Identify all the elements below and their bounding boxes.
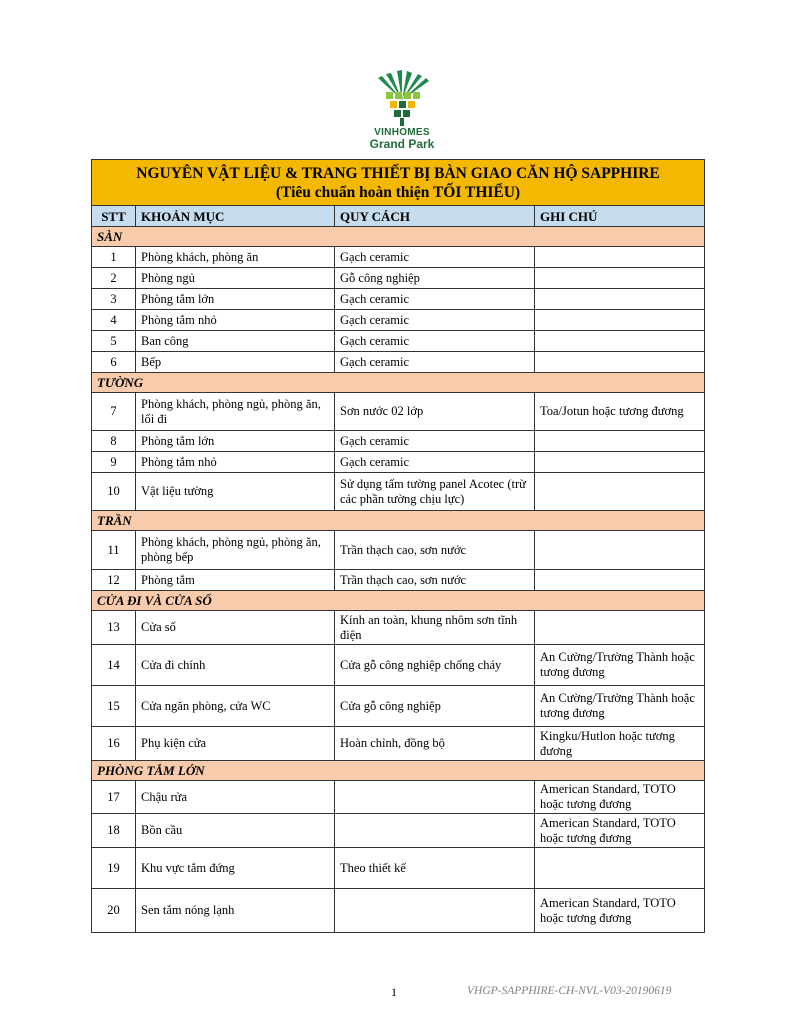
cell-note: Kingku/Hutlon hoặc tương đương [535,727,705,761]
cell-stt: 11 [92,531,136,570]
table-row [92,531,705,570]
cell-spec: Cửa gỗ công nghiệp chống cháy [335,645,535,686]
table-row [92,393,705,431]
cell-item: Cửa ngăn phòng, cửa WC [136,686,335,727]
cell-note [535,247,705,268]
cell-stt: 18 [92,814,136,848]
cell-note [535,531,705,570]
section-title: CỬA ĐI VÀ CỬA SỔ [92,591,705,611]
cell-item: Vật liệu tường [136,473,335,511]
cell-item: Khu vực tắm đứng [136,848,335,889]
cell-spec: Gạch ceramic [335,452,535,473]
cell-note: American Standard, TOTO hoặc tương đương [535,889,705,933]
header-spec: QUY CÁCH [335,206,535,227]
cell-stt: 12 [92,570,136,591]
cell-note [535,289,705,310]
cell-note [535,352,705,373]
table-row [92,781,705,814]
table-row [92,686,705,727]
table-row [92,352,705,373]
cell-stt: 10 [92,473,136,511]
cell-item: Phòng khách, phòng ăn [136,247,335,268]
cell-note [535,268,705,289]
table-row [92,889,705,933]
title-main: NGUYÊN VẬT LIỆU & TRANG THIẾT BỊ BÀN GIAO CĂN HỘ SAPPHIRE [136,165,660,182]
cell-stt: 13 [92,611,136,645]
cell-stt: 20 [92,889,136,933]
cell-item: Phòng tắm lớn [136,289,335,310]
table-row [92,452,705,473]
table-row [92,247,705,268]
table-header-row [92,206,705,227]
cell-note [535,431,705,452]
cell-stt: 6 [92,352,136,373]
cell-spec: Trần thạch cao, sơn nước [335,570,535,591]
cell-spec: Kính an toàn, khung nhôm sơn tĩnh điện [335,611,535,645]
cell-stt: 8 [92,431,136,452]
cell-spec: Cửa gỗ công nghiệp [335,686,535,727]
cell-note: An Cường/Trường Thành hoặc tương đương [535,645,705,686]
cell-spec: Hoàn chỉnh, đồng bộ [335,727,535,761]
cell-note [535,570,705,591]
table-row [92,310,705,331]
table-row [92,727,705,761]
cell-spec: Sử dụng tấm tường panel Acotec (trừ các phần tường chịu lực) [335,473,535,511]
cell-note [535,611,705,645]
table-row [92,848,705,889]
cell-item: Phòng khách, phòng ngủ, phòng ăn, lối đi [136,393,335,431]
section-title: PHÒNG TẮM LỚN [92,761,705,781]
cell-spec: Gạch ceramic [335,310,535,331]
header-note: GHI CHÚ [535,206,705,227]
cell-stt: 5 [92,331,136,352]
cell-spec: Gạch ceramic [335,247,535,268]
header-stt: STT [92,206,136,227]
cell-item: Phòng tắm [136,570,335,591]
cell-note: An Cường/Trường Thành hoặc tương đương [535,686,705,727]
table-row [92,814,705,848]
cell-note [535,473,705,511]
table-row [92,431,705,452]
cell-note [535,310,705,331]
cell-stt: 16 [92,727,136,761]
cell-note: American Standard, TOTO hoặc tương đương [535,814,705,848]
cell-spec: Gạch ceramic [335,289,535,310]
cell-spec: Theo thiết kế [335,848,535,889]
section-row [92,227,705,247]
cell-stt: 2 [92,268,136,289]
cell-item: Phụ kiện cửa [136,727,335,761]
cell-spec: Trần thạch cao, sơn nước [335,531,535,570]
table-row [92,289,705,310]
cell-item: Cửa sổ [136,611,335,645]
section-row [92,591,705,611]
cell-stt: 3 [92,289,136,310]
cell-item: Bếp [136,352,335,373]
table-row [92,570,705,591]
cell-stt: 4 [92,310,136,331]
cell-spec: Gạch ceramic [335,352,535,373]
cell-spec: Gỗ công nghiệp [335,268,535,289]
cell-item: Cửa đi chính [136,645,335,686]
cell-item: Ban công [136,331,335,352]
cell-spec: Gạch ceramic [335,331,535,352]
grand-park-tree-icon [372,70,432,126]
cell-note [535,848,705,889]
cell-item: Phòng tắm nhỏ [136,452,335,473]
cell-item: Phòng ngủ [136,268,335,289]
cell-stt: 7 [92,393,136,431]
table-row [92,645,705,686]
cell-spec: Sơn nước 02 lớp [335,393,535,431]
cell-stt: 15 [92,686,136,727]
cell-item: Chậu rửa [136,781,335,814]
materials-table [91,159,705,933]
section-row [92,511,705,531]
table-row [92,268,705,289]
table-row [92,473,705,511]
cell-spec [335,781,535,814]
cell-spec: Gạch ceramic [335,431,535,452]
cell-note [535,331,705,352]
header-item: KHOẢN MỤC [136,206,335,227]
cell-note [535,452,705,473]
cell-item: Phòng tắm nhỏ [136,310,335,331]
logo-line-2: Grand Park [369,137,435,151]
table-title-row [92,160,705,206]
cell-spec [335,814,535,848]
cell-stt: 19 [92,848,136,889]
cell-stt: 17 [92,781,136,814]
cell-item: Phòng tắm lớn [136,431,335,452]
cell-stt: 1 [92,247,136,268]
vinhomes-logo [362,70,442,154]
section-row [92,373,705,393]
cell-stt: 9 [92,452,136,473]
table-row [92,331,705,352]
logo-line-1: VINHOMES [374,127,430,138]
cell-stt: 14 [92,645,136,686]
cell-item: Sen tắm nóng lạnh [136,889,335,933]
cell-note: American Standard, TOTO hoặc tương đương [535,781,705,814]
table-row [92,611,705,645]
table-title [92,160,705,206]
page-number: 1 [391,985,397,999]
cell-item: Phòng khách, phòng ngủ, phòng ăn, phòng bếp [136,531,335,570]
document-code: VHGP-SAPPHIRE-CH-NVL-V03-20190619 [467,985,672,997]
section-title: TRẦN [92,511,705,531]
cell-note: Toa/Jotun hoặc tương đương [535,393,705,431]
title-sub: (Tiêu chuẩn hoàn thiện TỐI THIỂU) [275,184,521,201]
section-row [92,761,705,781]
section-title: TƯỜNG [92,373,705,393]
section-title: SÀN [92,227,705,247]
cell-item: Bồn cầu [136,814,335,848]
cell-spec [335,889,535,933]
